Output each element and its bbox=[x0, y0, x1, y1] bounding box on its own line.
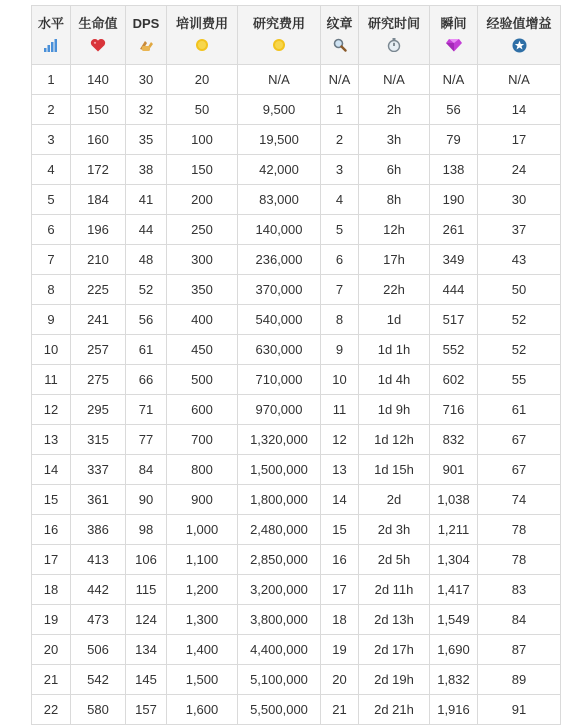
header-hitpoints bbox=[71, 6, 126, 65]
dps-cell: 56 bbox=[126, 305, 167, 335]
stats-table-container bbox=[31, 5, 561, 725]
research-time-cell: 22h bbox=[359, 275, 430, 305]
dps-cell: 52 bbox=[126, 275, 167, 305]
hitpoints-cell: 225 bbox=[71, 275, 126, 305]
research-cost-cell: N/A bbox=[238, 65, 321, 95]
research-cost-cell: 83,000 bbox=[238, 185, 321, 215]
hitpoints-cell: 386 bbox=[71, 515, 126, 545]
dps-cell: 66 bbox=[126, 365, 167, 395]
research-time-cell: 2d bbox=[359, 485, 430, 515]
training-cost-cell: 700 bbox=[167, 425, 238, 455]
laboratory-level-cell: 4 bbox=[321, 185, 359, 215]
research-cost-cell: 5,100,000 bbox=[238, 665, 321, 695]
experience-gain-cell: 84 bbox=[478, 605, 561, 635]
table-row bbox=[32, 185, 561, 215]
instant-cell: 602 bbox=[430, 365, 478, 395]
laboratory-level-cell: 19 bbox=[321, 635, 359, 665]
laboratory-level-cell: 1 bbox=[321, 95, 359, 125]
level-cell: 3 bbox=[32, 125, 71, 155]
experience-gain-cell: 78 bbox=[478, 545, 561, 575]
training-cost-cell: 450 bbox=[167, 335, 238, 365]
experience-gain-cell: 91 bbox=[478, 695, 561, 725]
table-row bbox=[32, 275, 561, 305]
laboratory-level-cell: 18 bbox=[321, 605, 359, 635]
research-cost-cell: 540,000 bbox=[238, 305, 321, 335]
dps-cell: 38 bbox=[126, 155, 167, 185]
research-time-cell: 2d 17h bbox=[359, 635, 430, 665]
laboratory-level-cell: 7 bbox=[321, 275, 359, 305]
research-cost-cell: 370,000 bbox=[238, 275, 321, 305]
magnifier-icon bbox=[321, 38, 358, 54]
table-row bbox=[32, 65, 561, 95]
dps-cell: 48 bbox=[126, 245, 167, 275]
level-cell: 16 bbox=[32, 515, 71, 545]
dps-cell: 44 bbox=[126, 215, 167, 245]
research-time-cell: 2d 11h bbox=[359, 575, 430, 605]
hitpoints-cell: 542 bbox=[71, 665, 126, 695]
table-row bbox=[32, 575, 561, 605]
instant-cell: N/A bbox=[430, 65, 478, 95]
training-cost-cell: 800 bbox=[167, 455, 238, 485]
experience-gain-cell: 83 bbox=[478, 575, 561, 605]
instant-cell: 1,211 bbox=[430, 515, 478, 545]
research-time-cell: 2d 5h bbox=[359, 545, 430, 575]
research-cost-cell: 4,400,000 bbox=[238, 635, 321, 665]
dps-cell: 145 bbox=[126, 665, 167, 695]
table-row bbox=[32, 125, 561, 155]
research-cost-cell: 630,000 bbox=[238, 335, 321, 365]
experience-gain-cell: 61 bbox=[478, 395, 561, 425]
header-label: 研究费用 bbox=[252, 16, 305, 31]
laboratory-level-cell: 12 bbox=[321, 425, 359, 455]
hitpoints-cell: 361 bbox=[71, 485, 126, 515]
research-cost-cell: 1,800,000 bbox=[238, 485, 321, 515]
experience-gain-cell: 17 bbox=[478, 125, 561, 155]
level-cell: 11 bbox=[32, 365, 71, 395]
research-time-cell: 1d 12h bbox=[359, 425, 430, 455]
research-time-cell: 2d 3h bbox=[359, 515, 430, 545]
training-cost-cell: 150 bbox=[167, 155, 238, 185]
dps-cell: 35 bbox=[126, 125, 167, 155]
instant-cell: 349 bbox=[430, 245, 478, 275]
level-cell: 12 bbox=[32, 395, 71, 425]
research-cost-cell: 710,000 bbox=[238, 365, 321, 395]
heart-icon bbox=[71, 38, 125, 54]
header-label: 研究时间 bbox=[367, 16, 420, 31]
table-row bbox=[32, 485, 561, 515]
table-row bbox=[32, 245, 561, 275]
dps-cell: 30 bbox=[126, 65, 167, 95]
table-row bbox=[32, 515, 561, 545]
research-cost-cell: 3,200,000 bbox=[238, 575, 321, 605]
hitpoints-cell: 210 bbox=[71, 245, 126, 275]
research-time-cell: 1d 1h bbox=[359, 335, 430, 365]
header-laboratory-level bbox=[321, 6, 359, 65]
header-label: 生命值 bbox=[78, 16, 118, 31]
instant-cell: 1,916 bbox=[430, 695, 478, 725]
research-time-cell: 17h bbox=[359, 245, 430, 275]
research-time-cell: 1d 15h bbox=[359, 455, 430, 485]
training-cost-cell: 300 bbox=[167, 245, 238, 275]
instant-cell: 517 bbox=[430, 305, 478, 335]
experience-gain-cell: 50 bbox=[478, 275, 561, 305]
header-experience-gain bbox=[478, 6, 561, 65]
training-cost-cell: 100 bbox=[167, 125, 238, 155]
header-label: 水平 bbox=[37, 16, 64, 31]
header-research-time bbox=[359, 6, 430, 65]
dps-cell: 115 bbox=[126, 575, 167, 605]
laboratory-level-cell: 10 bbox=[321, 365, 359, 395]
header-label: 纹章 bbox=[326, 16, 353, 31]
header-level bbox=[32, 6, 71, 65]
level-cell: 17 bbox=[32, 545, 71, 575]
level-cell: 5 bbox=[32, 185, 71, 215]
training-cost-cell: 1,100 bbox=[167, 545, 238, 575]
research-cost-cell: 42,000 bbox=[238, 155, 321, 185]
experience-gain-cell: 87 bbox=[478, 635, 561, 665]
hitpoints-cell: 172 bbox=[71, 155, 126, 185]
table-row bbox=[32, 695, 561, 725]
level-stats-table bbox=[31, 5, 561, 725]
research-cost-cell: 970,000 bbox=[238, 395, 321, 425]
laboratory-level-cell: 8 bbox=[321, 305, 359, 335]
dps-cell: 61 bbox=[126, 335, 167, 365]
instant-cell: 444 bbox=[430, 275, 478, 305]
research-cost-cell: 236,000 bbox=[238, 245, 321, 275]
laboratory-level-cell: 21 bbox=[321, 695, 359, 725]
hitpoints-cell: 275 bbox=[71, 365, 126, 395]
research-time-cell: 8h bbox=[359, 185, 430, 215]
research-cost-cell: 1,500,000 bbox=[238, 455, 321, 485]
laboratory-level-cell: 14 bbox=[321, 485, 359, 515]
training-cost-cell: 1,600 bbox=[167, 695, 238, 725]
hitpoints-cell: 337 bbox=[71, 455, 126, 485]
research-time-cell: 1d bbox=[359, 305, 430, 335]
level-cell: 4 bbox=[32, 155, 71, 185]
research-cost-cell: 5,500,000 bbox=[238, 695, 321, 725]
laboratory-level-cell: 20 bbox=[321, 665, 359, 695]
level-cell: 10 bbox=[32, 335, 71, 365]
instant-cell: 1,549 bbox=[430, 605, 478, 635]
training-cost-cell: 250 bbox=[167, 215, 238, 245]
instant-cell: 1,417 bbox=[430, 575, 478, 605]
gold-coin-icon bbox=[238, 38, 320, 54]
laboratory-level-cell: 5 bbox=[321, 215, 359, 245]
experience-gain-cell: 43 bbox=[478, 245, 561, 275]
training-cost-cell: 1,200 bbox=[167, 575, 238, 605]
dps-cell: 157 bbox=[126, 695, 167, 725]
header-research-cost bbox=[238, 6, 321, 65]
hitpoints-cell: 295 bbox=[71, 395, 126, 425]
dps-cell: 32 bbox=[126, 95, 167, 125]
research-cost-cell: 140,000 bbox=[238, 215, 321, 245]
header-dps bbox=[126, 6, 167, 65]
laboratory-level-cell: 15 bbox=[321, 515, 359, 545]
experience-gain-cell: 37 bbox=[478, 215, 561, 245]
table-row bbox=[32, 455, 561, 485]
hitpoints-cell: 196 bbox=[71, 215, 126, 245]
experience-gain-cell: 52 bbox=[478, 305, 561, 335]
dps-cell: 84 bbox=[126, 455, 167, 485]
level-cell: 9 bbox=[32, 305, 71, 335]
header-label: DPS bbox=[132, 16, 160, 31]
header-label: 瞬间 bbox=[440, 16, 467, 31]
training-cost-cell: 1,400 bbox=[167, 635, 238, 665]
level-cell: 15 bbox=[32, 485, 71, 515]
table-row bbox=[32, 635, 561, 665]
laboratory-level-cell: 13 bbox=[321, 455, 359, 485]
training-cost-cell: 350 bbox=[167, 275, 238, 305]
experience-gain-cell: 55 bbox=[478, 365, 561, 395]
experience-gain-cell: 67 bbox=[478, 425, 561, 455]
header-label: 培训费用 bbox=[175, 16, 228, 31]
training-cost-cell: 900 bbox=[167, 485, 238, 515]
instant-cell: 1,832 bbox=[430, 665, 478, 695]
hitpoints-cell: 473 bbox=[71, 605, 126, 635]
research-time-cell: 1d 4h bbox=[359, 365, 430, 395]
experience-gain-cell: 14 bbox=[478, 95, 561, 125]
research-time-cell: 12h bbox=[359, 215, 430, 245]
table-row bbox=[32, 395, 561, 425]
instant-cell: 79 bbox=[430, 125, 478, 155]
research-time-cell: 2d 19h bbox=[359, 665, 430, 695]
dps-cell: 124 bbox=[126, 605, 167, 635]
experience-gain-cell: 89 bbox=[478, 665, 561, 695]
laboratory-level-cell: 3 bbox=[321, 155, 359, 185]
research-cost-cell: 9,500 bbox=[238, 95, 321, 125]
table-row bbox=[32, 155, 561, 185]
level-cell: 8 bbox=[32, 275, 71, 305]
dps-cell: 71 bbox=[126, 395, 167, 425]
instant-cell: 261 bbox=[430, 215, 478, 245]
level-cell: 20 bbox=[32, 635, 71, 665]
level-cell: 21 bbox=[32, 665, 71, 695]
training-cost-cell: 20 bbox=[167, 65, 238, 95]
hitpoints-cell: 184 bbox=[71, 185, 126, 215]
table-row bbox=[32, 215, 561, 245]
table-row bbox=[32, 545, 561, 575]
dps-cell: 98 bbox=[126, 515, 167, 545]
hitpoints-cell: 140 bbox=[71, 65, 126, 95]
laboratory-level-cell: 2 bbox=[321, 125, 359, 155]
research-time-cell: 2h bbox=[359, 95, 430, 125]
research-cost-cell: 2,480,000 bbox=[238, 515, 321, 545]
experience-gain-cell: 24 bbox=[478, 155, 561, 185]
dps-cell: 41 bbox=[126, 185, 167, 215]
table-row bbox=[32, 95, 561, 125]
instant-cell: 1,304 bbox=[430, 545, 478, 575]
dps-cell: 77 bbox=[126, 425, 167, 455]
laboratory-level-cell: N/A bbox=[321, 65, 359, 95]
level-cell: 18 bbox=[32, 575, 71, 605]
header-row bbox=[32, 6, 561, 65]
hitpoints-cell: 580 bbox=[71, 695, 126, 725]
training-cost-cell: 500 bbox=[167, 365, 238, 395]
table-row bbox=[32, 605, 561, 635]
research-time-cell: 2d 13h bbox=[359, 605, 430, 635]
table-row bbox=[32, 365, 561, 395]
training-cost-cell: 1,500 bbox=[167, 665, 238, 695]
level-cell: 14 bbox=[32, 455, 71, 485]
research-cost-cell: 3,800,000 bbox=[238, 605, 321, 635]
research-time-cell: 6h bbox=[359, 155, 430, 185]
hitpoints-cell: 160 bbox=[71, 125, 126, 155]
training-cost-cell: 600 bbox=[167, 395, 238, 425]
level-cell: 6 bbox=[32, 215, 71, 245]
research-cost-cell: 19,500 bbox=[238, 125, 321, 155]
hitpoints-cell: 442 bbox=[71, 575, 126, 605]
xp-star-icon bbox=[478, 38, 560, 54]
training-cost-cell: 1,300 bbox=[167, 605, 238, 635]
hitpoints-cell: 506 bbox=[71, 635, 126, 665]
research-time-cell: N/A bbox=[359, 65, 430, 95]
instant-cell: 1,690 bbox=[430, 635, 478, 665]
laboratory-level-cell: 16 bbox=[321, 545, 359, 575]
instant-cell: 190 bbox=[430, 185, 478, 215]
instant-cell: 552 bbox=[430, 335, 478, 365]
header-instant bbox=[430, 6, 478, 65]
level-cell: 13 bbox=[32, 425, 71, 455]
gold-coin-icon bbox=[167, 38, 237, 54]
hitpoints-cell: 315 bbox=[71, 425, 126, 455]
hitpoints-cell: 257 bbox=[71, 335, 126, 365]
experience-gain-cell: 52 bbox=[478, 335, 561, 365]
level-cell: 1 bbox=[32, 65, 71, 95]
training-cost-cell: 50 bbox=[167, 95, 238, 125]
table-row bbox=[32, 425, 561, 455]
instant-cell: 901 bbox=[430, 455, 478, 485]
laboratory-level-cell: 11 bbox=[321, 395, 359, 425]
instant-cell: 832 bbox=[430, 425, 478, 455]
level-cell: 22 bbox=[32, 695, 71, 725]
training-cost-cell: 200 bbox=[167, 185, 238, 215]
experience-gain-cell: 67 bbox=[478, 455, 561, 485]
level-cell: 19 bbox=[32, 605, 71, 635]
research-cost-cell: 1,320,000 bbox=[238, 425, 321, 455]
dps-cell: 134 bbox=[126, 635, 167, 665]
dps-cell: 90 bbox=[126, 485, 167, 515]
experience-gain-cell: 74 bbox=[478, 485, 561, 515]
hitpoints-cell: 150 bbox=[71, 95, 126, 125]
laboratory-level-cell: 9 bbox=[321, 335, 359, 365]
experience-gain-cell: N/A bbox=[478, 65, 561, 95]
table-row bbox=[32, 305, 561, 335]
experience-gain-cell: 30 bbox=[478, 185, 561, 215]
research-time-cell: 3h bbox=[359, 125, 430, 155]
hitpoints-cell: 241 bbox=[71, 305, 126, 335]
research-time-cell: 2d 21h bbox=[359, 695, 430, 725]
hitpoints-cell: 413 bbox=[71, 545, 126, 575]
gem-icon bbox=[430, 38, 477, 54]
training-cost-cell: 400 bbox=[167, 305, 238, 335]
level-bars-icon bbox=[32, 38, 70, 54]
laboratory-level-cell: 6 bbox=[321, 245, 359, 275]
experience-gain-cell: 78 bbox=[478, 515, 561, 545]
training-cost-cell: 1,000 bbox=[167, 515, 238, 545]
fist-icon bbox=[126, 38, 166, 54]
stopwatch-icon bbox=[359, 38, 429, 54]
table-body bbox=[32, 65, 561, 725]
table-row bbox=[32, 665, 561, 695]
header-label: 经验值增益 bbox=[486, 16, 552, 31]
level-cell: 7 bbox=[32, 245, 71, 275]
research-time-cell: 1d 9h bbox=[359, 395, 430, 425]
research-cost-cell: 2,850,000 bbox=[238, 545, 321, 575]
table-row bbox=[32, 335, 561, 365]
header-training-cost bbox=[167, 6, 238, 65]
laboratory-level-cell: 17 bbox=[321, 575, 359, 605]
instant-cell: 716 bbox=[430, 395, 478, 425]
instant-cell: 1,038 bbox=[430, 485, 478, 515]
instant-cell: 138 bbox=[430, 155, 478, 185]
instant-cell: 56 bbox=[430, 95, 478, 125]
level-cell: 2 bbox=[32, 95, 71, 125]
dps-cell: 106 bbox=[126, 545, 167, 575]
